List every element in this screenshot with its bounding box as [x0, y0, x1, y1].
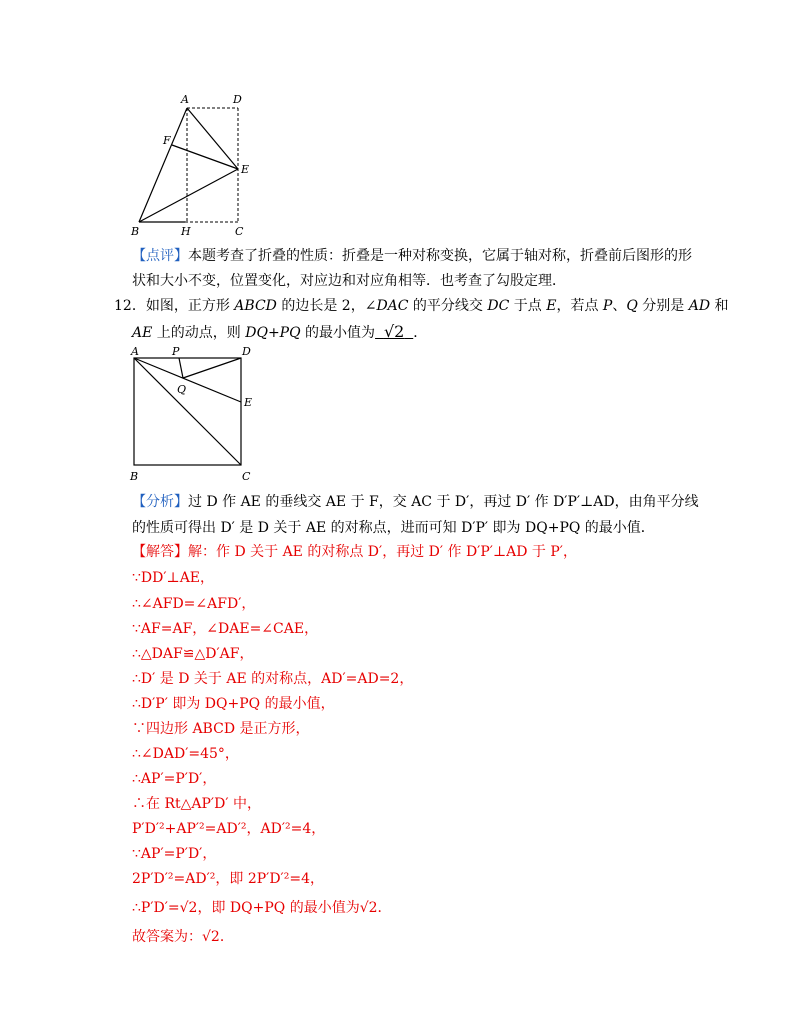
label-F: F — [163, 134, 171, 147]
solution-line-2: ∴∠AFD=∠AFD′， — [132, 596, 256, 612]
comment-line-1: 【点评】本题考查了折叠的性质：折叠是一种对称变换，它属于轴对称，折叠前后图形的形 — [132, 248, 692, 264]
label-H: H — [181, 225, 191, 238]
solution-line-3: ∵AF=AF，∠DAE=∠CAE， — [132, 621, 319, 637]
solution-line-7: ∵四边形 ABCD 是正方形， — [132, 721, 310, 737]
label-E: E — [241, 163, 250, 176]
analysis-tag: 【分析】 — [132, 494, 188, 510]
label-B: B — [131, 225, 140, 238]
solution-line-8: ∴∠DAD′=45°， — [132, 746, 239, 762]
label-E: E — [244, 396, 253, 409]
solution-line-11: P′D′²+AP′²=AD′²，AD′²=4， — [132, 821, 326, 837]
solution-tag: 【解答】 — [132, 544, 188, 560]
solution-line-6: ∴D′P′ 即为 DQ+PQ 的最小值， — [132, 696, 335, 712]
solution-line-9: ∴AP′=P′D′， — [132, 771, 217, 787]
comment-line-2: 状和大小不变，位置变化，对应边和对应角相等．也考查了勾股定理． — [132, 273, 566, 289]
label-D: D — [242, 345, 251, 358]
solution-line-10: ∴在 Rt△AP′D′ 中， — [132, 796, 261, 812]
label-B: B — [130, 470, 139, 483]
solution-line-14: ∴P′D′=√2，即 DQ+PQ 的最小值为√2． — [132, 900, 392, 916]
solution-line-5: ∴D′ 是 D 关于 AE 的对称点，AD′=AD=2， — [132, 671, 414, 687]
label-P: P — [172, 345, 180, 358]
solution-line-12: ∵AP′=P′D′， — [132, 846, 217, 862]
question-12-line-1: 12．如图，正方形 ABCD 的边长是 2，∠DAC 的平分线交 DC 于点 E，若点 P、Q 分别是 AD 和 — [114, 298, 729, 314]
final-answer: 故答案为：√2． — [132, 929, 234, 945]
label-C: C — [235, 225, 244, 238]
solution-line-0: 【解答】解：作 D 关于 AE 的对称点 D′，再过 D′ 作 D′P′⊥AD 于 P′， — [132, 544, 577, 560]
answer: √2 — [383, 322, 405, 341]
figure-square — [125, 343, 265, 488]
solution-line-13: 2P′D′²=AD′²，即 2P′D′²=4， — [132, 871, 324, 887]
figure-fold — [125, 90, 265, 240]
label-Q: Q — [177, 383, 187, 396]
label-A: A — [181, 93, 189, 106]
label-A: A — [131, 345, 139, 358]
solution-line-1: ∵DD′⊥AE， — [132, 570, 215, 586]
solution-line-4: ∴△DAF≌△D′AF， — [132, 646, 254, 662]
label-C: C — [242, 470, 251, 483]
answer-blank — [375, 322, 413, 341]
question-12-line-2: AE 上的动点，则 DQ+PQ 的最小值为 √2 ． — [132, 322, 428, 341]
label-D: D — [233, 93, 242, 106]
analysis-line-2: 的性质可得出 D′ 是 D 关于 AE 的对称点，进而可知 D′P′ 即为 DQ+PQ 的最小值． — [132, 520, 655, 536]
comment-tag: 【点评】 — [132, 248, 188, 264]
analysis-line-1: 【分析】过 D 作 AE 的垂线交 AE 于 F，交 AC 于 D′，再过 D′ 作 D′P′⊥AD，由角平分线 — [132, 494, 699, 510]
